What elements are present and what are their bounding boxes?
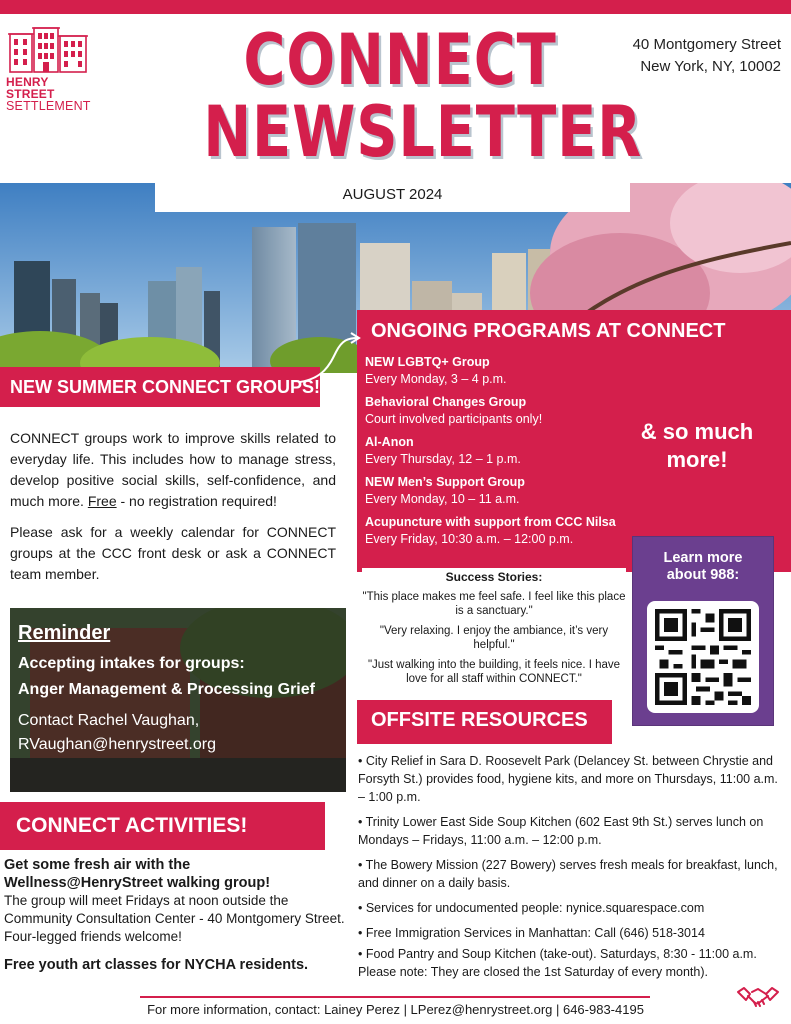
so-much-more	[617, 418, 777, 474]
program-name: NEW LGBTQ+ Group	[365, 355, 490, 369]
program-item	[365, 474, 635, 508]
success-title: Success Stories:	[445, 570, 543, 584]
program-time: Every Friday, 10:30 a.m. – 12:00 p.m.	[365, 532, 574, 546]
success-stories	[362, 568, 626, 692]
programs-heading: ONGOING PROGRAMS AT CONNECT	[371, 320, 726, 342]
title-line-2: NEWSLETTER	[203, 91, 643, 173]
walking-group-body: The group will meet Fridays at noon outside the Community Consultation Center - 40 Montgomery Street. Four-legged friends welcome!	[4, 893, 345, 944]
summer-groups-heading: NEW SUMMER CONNECT GROUPS!	[0, 367, 320, 407]
newsletter-title	[203, 19, 643, 173]
intro-text-1: CONNECT groups work to improve skills related to everyday life. This includes how to manage stress, develop positive social skills, self-confidence, and much more.	[10, 430, 336, 509]
resource-item: • Trinity Lower East Side Soup Kitchen (602 East 9th St.) serves lunch on Mondays – Fridays, 11:00 a.m. – 12:00 p.m.	[358, 815, 764, 847]
reminder-intake-line: Accepting intakes for groups:	[18, 655, 245, 672]
reminder-contact-email: RVaughan@henrystreet.org	[18, 736, 216, 753]
testimonial-quote: "Just walking into the building, it feels nice. I have love for all staff within CONNECT."	[367, 659, 621, 685]
so-much-line-2: more!	[666, 447, 728, 472]
qr-code-icon	[655, 609, 751, 705]
reminder-groups-line: Anger Management & Processing Grief	[18, 681, 315, 698]
resource-item: • Free Immigration Services in Manhattan: Call (646) 518-3014	[358, 926, 705, 940]
program-name: NEW Men’s Support Group	[365, 475, 525, 489]
title-line-1: CONNECT	[243, 19, 557, 101]
program-time: Every Thursday, 12 – 1 p.m.	[365, 452, 521, 466]
testimonial-quote: "This place makes me feel safe. I feel like this place is a sanctuary."	[362, 591, 626, 617]
resource-item: • City Relief in Sara D. Roosevelt Park (Delancey St. between Chrystie and Forsyth St.) provides food, hygiene kits, and more on Thursdays, 11:00 a.m. – 1:00 p.m.	[358, 754, 778, 804]
program-item	[365, 394, 635, 428]
testimonial-quote: "Very relaxing. I enjoy the ambiance, it’s very helpful."	[379, 625, 609, 651]
program-time: Court involved participants only!	[365, 412, 543, 426]
so-much-line-1: & so much	[640, 419, 754, 444]
logo-line-2: SETTLEMENT	[6, 99, 91, 113]
reminder-contact-name: Contact Rachel Vaughan,	[18, 712, 200, 729]
building-logo-icon	[6, 22, 92, 74]
program-time: Every Monday, 3 – 4 p.m.	[365, 372, 507, 386]
reminder-content	[10, 608, 346, 757]
footer-divider	[140, 996, 650, 998]
walking-group-title: Get some fresh air with the Wellness@HenryStreet walking group!	[4, 857, 271, 891]
intro-paragraph-1	[10, 428, 336, 512]
address-line-1: 40 Montgomery Street	[632, 36, 781, 53]
curved-arrow-icon	[296, 328, 366, 388]
program-time: Every Monday, 10 – 11 a.m.	[365, 492, 520, 506]
offsite-heading: OFFSITE RESOURCES	[357, 700, 612, 744]
intro-paragraph-2: Please ask for a weekly calendar for CONNECT groups at the CCC front desk or ask a CONNECT team member.	[10, 524, 336, 582]
reminder-title: Reminder	[18, 622, 111, 644]
learn-988-line-1: Learn more	[663, 550, 743, 566]
program-item	[365, 354, 635, 388]
summer-groups-description	[10, 428, 336, 585]
learn-988-line-2: about 988:	[666, 567, 740, 583]
resource-item: • Services for undocumented people: nynice.squarespace.com	[358, 901, 705, 915]
resource-item: • Food Pantry and Soup Kitchen (take-out). Saturdays, 8:30 - 11:00 a.m. Please note: They are closed the 1st Saturday of every month).	[358, 947, 757, 979]
program-item	[365, 514, 635, 548]
programs-list	[365, 354, 635, 554]
issue-date: AUGUST 2024	[155, 180, 630, 212]
address-line-2: New York, NY, 10002	[640, 58, 781, 75]
offsite-resources-list	[358, 752, 786, 988]
program-item	[365, 434, 635, 468]
reminder-box	[10, 608, 346, 792]
henry-street-logo	[6, 22, 92, 113]
program-name: Behavioral Changes Group	[365, 395, 527, 409]
program-name: Al-Anon	[365, 435, 414, 449]
logo-wordmark	[6, 76, 96, 112]
logo-line-1: HENRY STREET	[6, 75, 55, 101]
ongoing-programs-panel	[357, 310, 791, 572]
top-accent-bar	[0, 0, 791, 14]
youth-art-classes: Free youth art classes for NYCHA residents.	[4, 957, 309, 973]
learn-988-label	[633, 550, 773, 584]
activities-heading: CONNECT ACTIVITIES!	[0, 802, 325, 850]
resource-item: • The Bowery Mission (227 Bowery) serves fresh meals for breakfast, lunch, and dinner on a daily basis.	[358, 858, 778, 890]
qr-code[interactable]	[647, 601, 759, 713]
activities-content	[4, 856, 349, 974]
learn-988-box[interactable]	[632, 536, 774, 726]
reminder-contact	[18, 709, 346, 757]
program-name: Acupuncture with support from CCC Nilsa	[365, 515, 616, 529]
intro-text-2: - no registration required!	[116, 493, 277, 509]
footer-contact: For more information, contact: Lainey Perez | LPerez@henrystreet.org | 646-983-4195	[147, 1002, 644, 1017]
free-text: Free	[87, 493, 117, 509]
address-block	[633, 34, 781, 78]
